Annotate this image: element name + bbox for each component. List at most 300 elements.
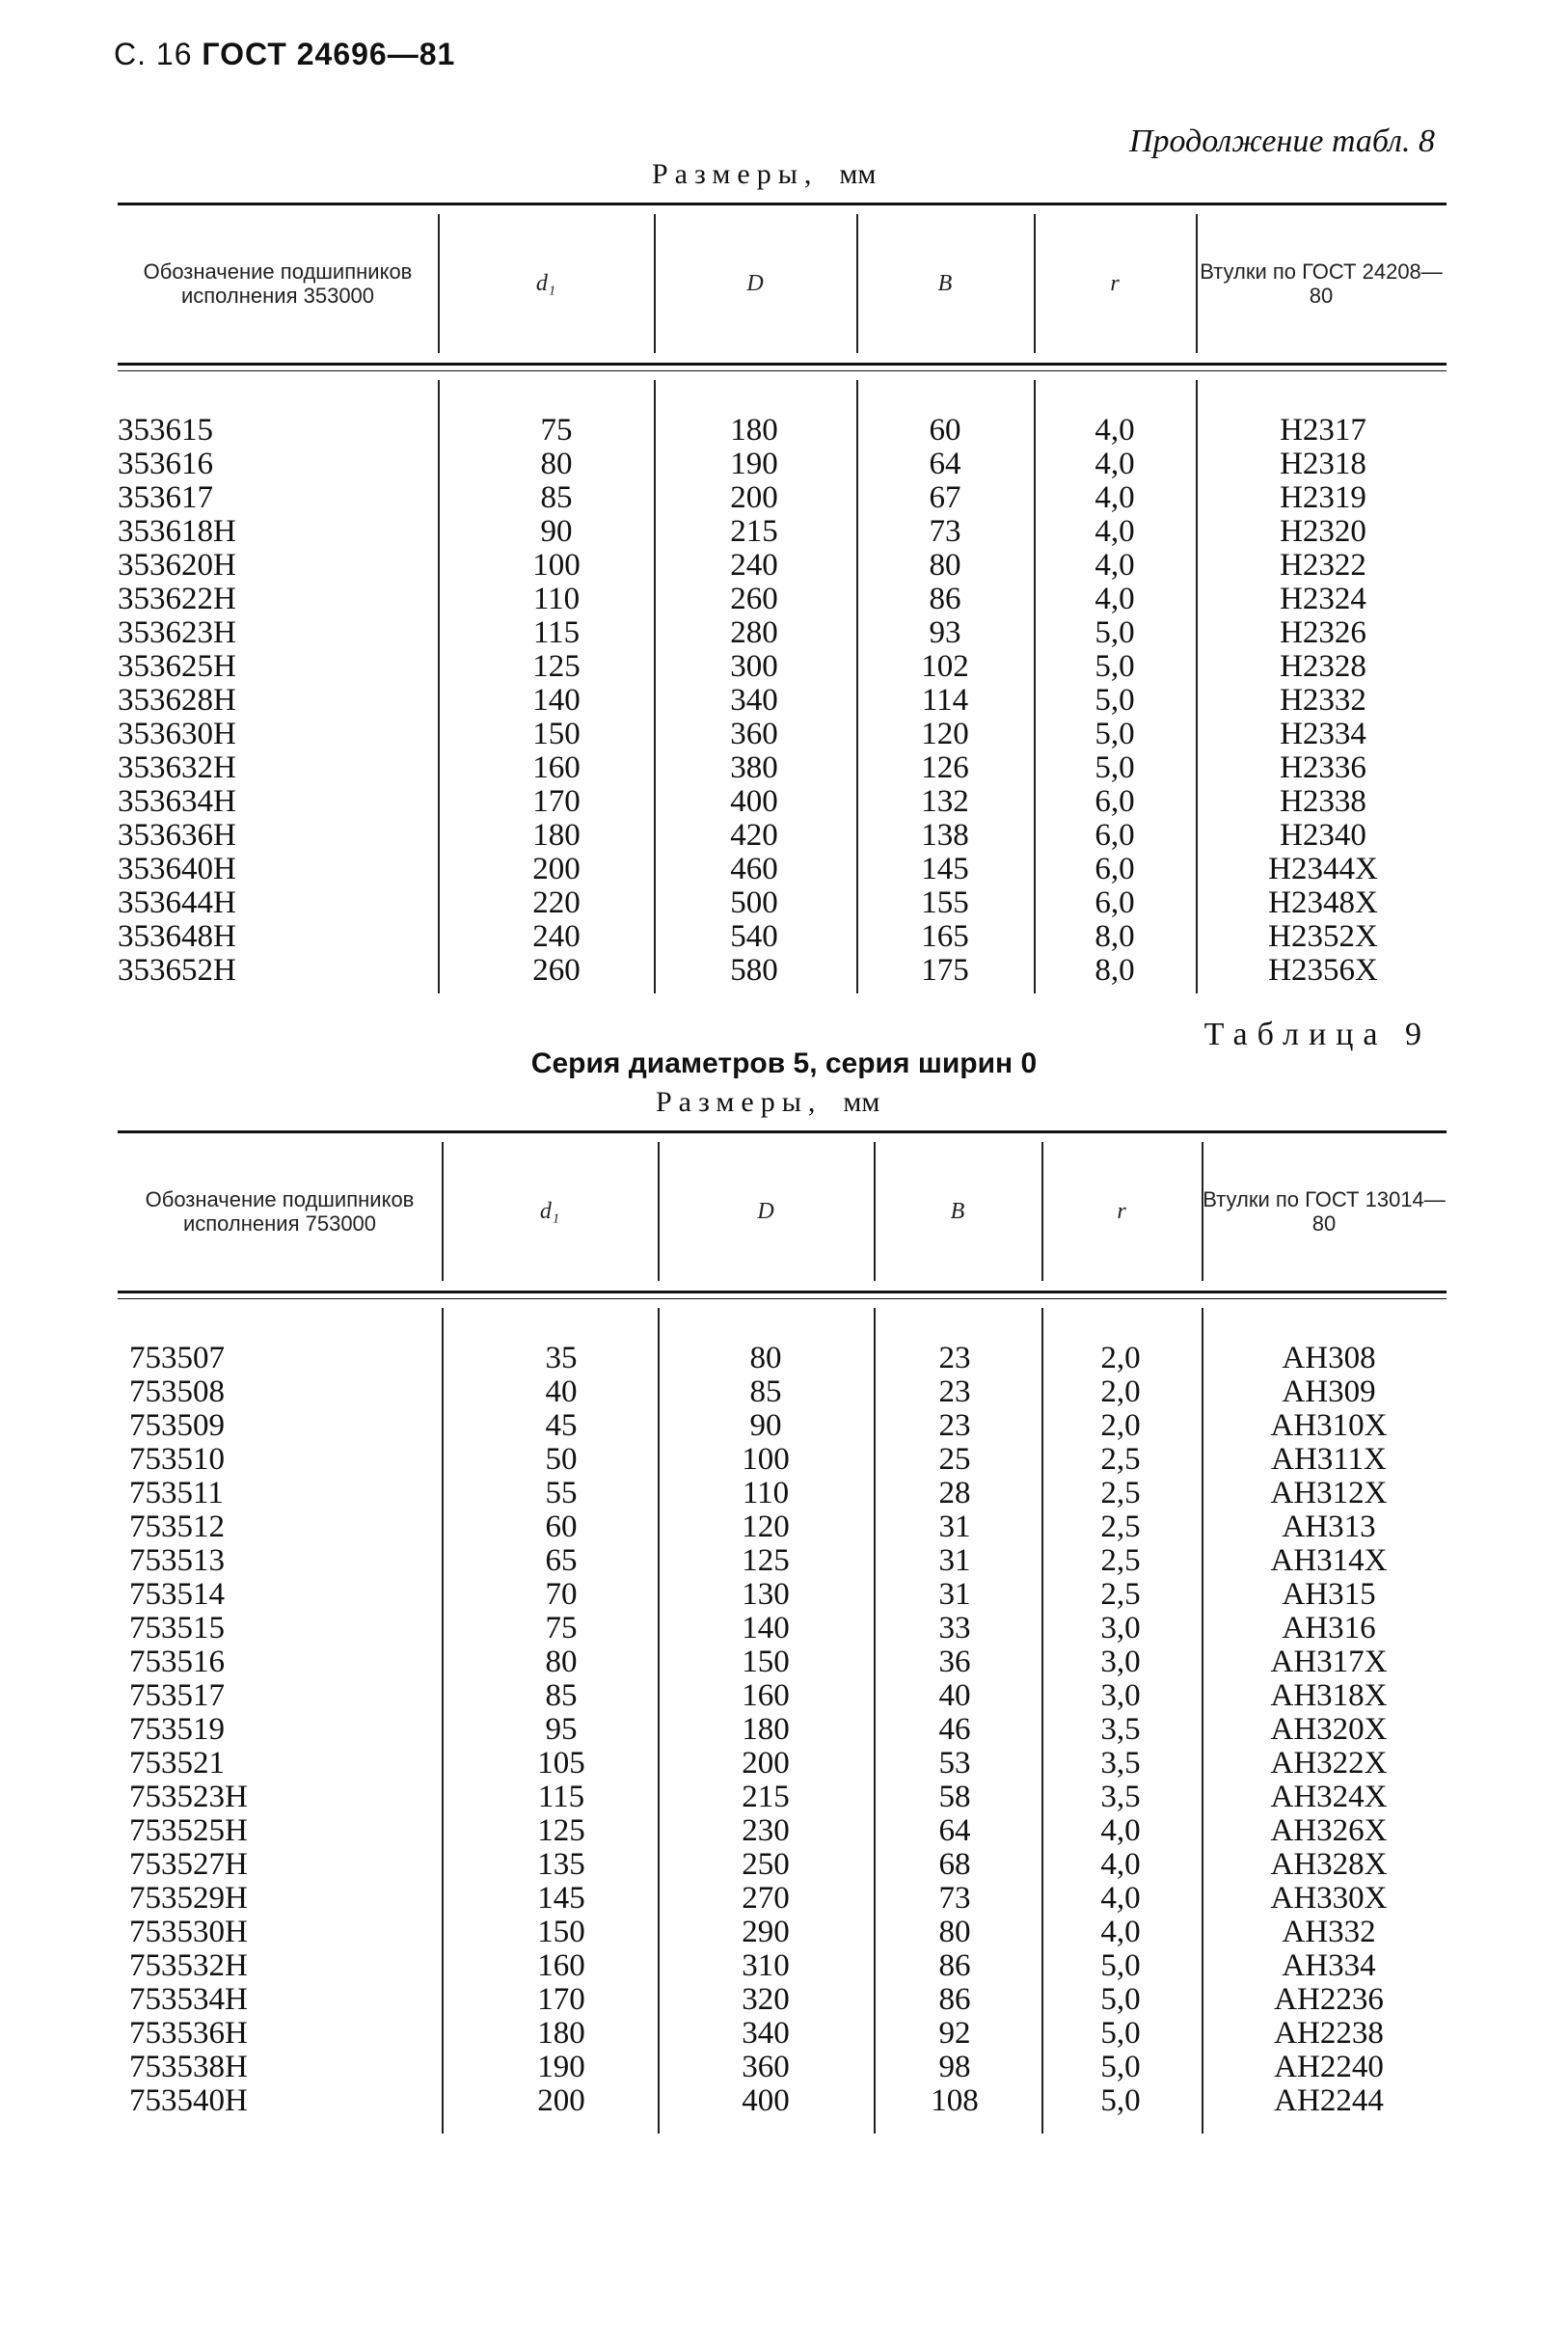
cell-r: 8,0 — [1095, 919, 1135, 954]
table-row — [118, 615, 1446, 649]
cell-designation: 753510 — [129, 1442, 225, 1477]
cell-r: 5,0 — [1095, 750, 1135, 785]
cell-D: 250 — [742, 1847, 790, 1882]
page-header — [114, 37, 455, 72]
header-sleeves: Втулки по ГОСТ 13014—80 — [1203, 1187, 1446, 1236]
sizes-unit: мм — [843, 1086, 880, 1118]
cell-sleeve: Н2340 — [1280, 818, 1366, 853]
table-row — [118, 1915, 1446, 1948]
header-r: r — [1117, 1198, 1126, 1224]
table-row — [118, 1678, 1446, 1712]
cell-r: 5,0 — [1100, 2083, 1141, 2118]
cell-designation: 753514 — [129, 1577, 225, 1612]
cell-D: 200 — [730, 480, 778, 515]
sizes-word: Размеры, — [656, 1086, 823, 1118]
cell-designation: 353616 — [118, 447, 213, 481]
cell-sleeve: Н2328 — [1280, 649, 1366, 684]
cell-designation: 753540Н — [129, 2083, 248, 2118]
cell-D: 240 — [730, 548, 778, 583]
cell-designation: 753534Н — [129, 1982, 248, 2017]
cell-d1: 75 — [540, 413, 573, 448]
cell-d1: 65 — [545, 1543, 578, 1578]
cell-designation: 753538Н — [129, 2050, 248, 2084]
cell-sleeve: АН313 — [1282, 1509, 1376, 1544]
cell-sleeve: Н2344Х — [1268, 852, 1378, 886]
continuation-note: Продолжение табл. 8 — [1128, 123, 1435, 159]
cell-r: 3,0 — [1100, 1678, 1141, 1713]
cell-designation: 753508 — [129, 1374, 225, 1409]
cell-B: 73 — [929, 514, 961, 549]
table-row — [118, 1712, 1446, 1746]
cell-r: 4,0 — [1095, 480, 1135, 515]
cell-d1: 150 — [532, 717, 581, 751]
cell-D: 130 — [742, 1577, 790, 1612]
table-row — [118, 548, 1446, 582]
cell-r: 4,0 — [1095, 514, 1135, 549]
cell-sleeve: Н2356Х — [1268, 953, 1378, 988]
cell-d1: 125 — [532, 649, 581, 684]
cell-r: 8,0 — [1095, 953, 1135, 988]
cell-designation: 353620Н — [118, 548, 236, 583]
table-row — [118, 717, 1446, 750]
cell-d1: 110 — [532, 582, 581, 616]
cell-B: 28 — [938, 1476, 971, 1510]
table-row — [118, 514, 1446, 548]
cell-D: 110 — [742, 1476, 790, 1510]
cell-designation: 753512 — [129, 1509, 225, 1544]
cell-sleeve: АН2244 — [1274, 2083, 1384, 2118]
table-row — [118, 1408, 1446, 1442]
table-row — [118, 1982, 1446, 2016]
cell-sleeve: АН2236 — [1274, 1982, 1384, 2017]
cell-sleeve: АН328Х — [1270, 1847, 1388, 1882]
sizes-word: Размеры, — [652, 158, 819, 190]
table-row — [118, 750, 1446, 784]
header-D: D — [746, 270, 764, 296]
header-designation: Обозначение подшипников исполнения 753000 — [145, 1187, 415, 1236]
cell-B: 23 — [938, 1341, 971, 1375]
cell-D: 260 — [730, 582, 778, 616]
cell-B: 175 — [921, 953, 969, 988]
cell-D: 580 — [730, 953, 778, 988]
cell-B: 53 — [938, 1746, 971, 1781]
table-row — [118, 1813, 1446, 1847]
cell-r: 4,0 — [1100, 1881, 1141, 1916]
cell-d1: 115 — [537, 1780, 585, 1814]
cell-designation: 753509 — [129, 1408, 225, 1443]
cell-designation: 753536Н — [129, 2016, 248, 2051]
cell-r: 4,0 — [1095, 582, 1135, 616]
table-row — [118, 1645, 1446, 1678]
cell-designation: 753516 — [129, 1645, 225, 1679]
table-top-rule — [118, 1130, 1446, 1133]
table-row — [118, 1442, 1446, 1476]
cell-D: 360 — [730, 717, 778, 751]
cell-B: 23 — [938, 1408, 971, 1443]
cell-D: 290 — [742, 1915, 790, 1949]
cell-D: 120 — [742, 1509, 790, 1544]
cell-d1: 125 — [537, 1813, 585, 1848]
cell-d1: 180 — [532, 818, 581, 853]
cell-D: 340 — [742, 2016, 790, 2051]
cell-sleeve: Н2338 — [1280, 784, 1366, 819]
cell-r: 6,0 — [1095, 885, 1135, 920]
cell-r: 3,5 — [1100, 1780, 1141, 1814]
cell-d1: 60 — [545, 1509, 578, 1544]
cell-sleeve: АН2238 — [1274, 2016, 1384, 2051]
cell-sleeve: АН308 — [1282, 1341, 1376, 1375]
cell-r: 2,5 — [1100, 1442, 1141, 1477]
cell-designation: 353632Н — [118, 750, 236, 785]
cell-D: 400 — [742, 2083, 790, 2118]
cell-B: 114 — [921, 683, 969, 718]
table-row — [118, 1341, 1446, 1374]
cell-sleeve: Н2332 — [1280, 683, 1366, 718]
cell-sleeve: АН324Х — [1270, 1780, 1388, 1814]
standard-number: ГОСТ 24696—81 — [202, 37, 456, 71]
cell-B: 36 — [938, 1645, 971, 1679]
cell-D: 280 — [730, 615, 778, 650]
cell-B: 92 — [938, 2016, 971, 2051]
cell-r: 6,0 — [1095, 784, 1135, 819]
table9-sizes-caption — [656, 1086, 879, 1119]
cell-r: 3,0 — [1100, 1645, 1141, 1679]
cell-designation: 753530Н — [129, 1915, 248, 1949]
cell-designation: 353623Н — [118, 615, 236, 650]
cell-designation: 353634Н — [118, 784, 236, 819]
cell-r: 2,0 — [1100, 1408, 1141, 1443]
cell-sleeve: Н2334 — [1280, 717, 1366, 751]
cell-designation: 353622Н — [118, 582, 236, 616]
cell-d1: 80 — [545, 1645, 578, 1679]
cell-d1: 190 — [537, 2050, 585, 2084]
table-row — [118, 1611, 1446, 1645]
cell-d1: 160 — [537, 1948, 585, 1983]
cell-D: 500 — [730, 885, 778, 920]
cell-D: 320 — [742, 1982, 790, 2017]
cell-r: 2,0 — [1100, 1341, 1141, 1375]
cell-r: 6,0 — [1095, 852, 1135, 886]
cell-r: 4,0 — [1100, 1847, 1141, 1882]
header-bottom-rule-2 — [118, 1298, 1446, 1299]
cell-B: 67 — [929, 480, 961, 515]
cell-designation: 353640Н — [118, 852, 236, 886]
cell-B: 108 — [931, 2083, 979, 2118]
table-row — [118, 953, 1446, 987]
cell-designation: 753525Н — [129, 1813, 248, 1848]
table-row — [118, 447, 1446, 480]
cell-sleeve: Н2348Х — [1268, 885, 1378, 920]
cell-designation: 753521 — [129, 1746, 225, 1781]
cell-r: 5,0 — [1095, 649, 1135, 684]
table9-series-title: Серия диаметров 5, серия ширин 0 — [530, 1047, 1038, 1079]
cell-sleeve: Н2352Х — [1268, 919, 1378, 954]
page-number: С. 16 — [114, 37, 193, 71]
cell-r: 5,0 — [1100, 1948, 1141, 1983]
cell-D: 140 — [742, 1611, 790, 1645]
cell-r: 5,0 — [1095, 683, 1135, 718]
table-row — [118, 649, 1446, 683]
cell-B: 80 — [938, 1915, 971, 1949]
cell-D: 310 — [742, 1948, 790, 1983]
cell-B: 98 — [938, 2050, 971, 2084]
cell-sleeve: Н2326 — [1280, 615, 1366, 650]
table-row — [118, 852, 1446, 885]
cell-designation: 753527Н — [129, 1847, 248, 1882]
cell-sleeve: Н2318 — [1280, 447, 1366, 481]
cell-designation: 353652Н — [118, 953, 236, 988]
table-row — [118, 1374, 1446, 1408]
cell-D: 215 — [730, 514, 778, 549]
table-row — [118, 1543, 1446, 1577]
cell-D: 400 — [730, 784, 778, 819]
cell-sleeve: АН311Х — [1271, 1442, 1387, 1477]
table-9 — [118, 1130, 1446, 2134]
cell-sleeve: АН315 — [1282, 1577, 1376, 1612]
cell-d1: 135 — [537, 1847, 585, 1882]
cell-sleeve: Н2317 — [1280, 413, 1366, 448]
table-row — [118, 413, 1446, 447]
cell-r: 3,5 — [1100, 1712, 1141, 1747]
cell-B: 126 — [921, 750, 969, 785]
table-row — [118, 582, 1446, 615]
sizes-unit: мм — [839, 158, 877, 190]
cell-sleeve: АН2240 — [1274, 2050, 1384, 2084]
cell-d1: 40 — [545, 1374, 578, 1409]
cell-r: 4,0 — [1095, 447, 1135, 481]
cell-B: 93 — [929, 615, 961, 650]
header-B: B — [937, 270, 953, 296]
header-bottom-rule — [118, 1291, 1446, 1293]
cell-d1: 105 — [537, 1746, 585, 1781]
cell-d1: 200 — [537, 2083, 585, 2118]
table-row — [118, 1881, 1446, 1915]
cell-r: 6,0 — [1095, 818, 1135, 853]
cell-B: 31 — [938, 1543, 971, 1578]
cell-sleeve: АН326Х — [1270, 1813, 1388, 1848]
cell-B: 86 — [929, 582, 961, 616]
cell-r: 5,0 — [1095, 717, 1135, 751]
table-row — [118, 919, 1446, 953]
cell-B: 155 — [921, 885, 969, 920]
cell-D: 180 — [730, 413, 778, 448]
cell-sleeve: АН334 — [1282, 1948, 1376, 1983]
cell-r: 4,0 — [1095, 413, 1135, 448]
cell-B: 60 — [929, 413, 961, 448]
cell-designation: 753532Н — [129, 1948, 248, 1983]
cell-B: 31 — [938, 1577, 971, 1612]
table-row — [118, 480, 1446, 514]
table-row — [118, 1746, 1446, 1780]
cell-B: 80 — [929, 548, 961, 583]
table9-label: Таблица 9 — [1203, 1017, 1431, 1052]
cell-d1: 145 — [537, 1881, 585, 1916]
cell-d1: 260 — [532, 953, 581, 988]
cell-d1: 85 — [540, 480, 573, 515]
cell-sleeve: АН322Х — [1270, 1746, 1388, 1781]
cell-designation: 753517 — [129, 1678, 225, 1713]
cell-D: 200 — [742, 1746, 790, 1781]
cell-r: 5,0 — [1100, 2050, 1141, 2084]
cell-B: 23 — [938, 1374, 971, 1409]
cell-d1: 180 — [537, 2016, 585, 2051]
header-B: B — [950, 1198, 965, 1224]
cell-d1: 100 — [532, 548, 581, 583]
table-row — [118, 1577, 1446, 1611]
cell-designation: 753515 — [129, 1611, 225, 1645]
cell-sleeve: АН330Х — [1270, 1881, 1388, 1916]
table-row — [118, 1780, 1446, 1813]
table-row — [118, 818, 1446, 852]
header-bottom-rule-2 — [118, 370, 1446, 371]
table-8 — [118, 203, 1446, 993]
cell-B: 40 — [938, 1678, 971, 1713]
cell-D: 125 — [742, 1543, 790, 1578]
cell-D: 160 — [742, 1678, 790, 1713]
header-d1: d₁ — [535, 270, 556, 296]
cell-r: 4,0 — [1100, 1915, 1141, 1949]
cell-designation: 353630Н — [118, 717, 236, 751]
header-D: D — [757, 1198, 774, 1224]
cell-B: 86 — [938, 1982, 971, 2017]
header-designation: Обозначение подшипников исполнения 353000 — [143, 259, 413, 308]
cell-r: 2,5 — [1100, 1543, 1141, 1578]
cell-designation: 753519 — [129, 1712, 225, 1747]
cell-d1: 35 — [545, 1341, 578, 1375]
cell-sleeve: Н2336 — [1280, 750, 1366, 785]
cell-sleeve: АН314Х — [1270, 1543, 1388, 1578]
cell-D: 340 — [730, 683, 778, 718]
cell-d1: 95 — [545, 1712, 578, 1747]
cell-designation: 753513 — [129, 1543, 225, 1578]
cell-D: 540 — [730, 919, 778, 954]
cell-r: 5,0 — [1100, 1982, 1141, 2017]
table-row — [118, 2050, 1446, 2083]
cell-d1: 45 — [545, 1408, 578, 1443]
cell-designation: 353648Н — [118, 919, 236, 954]
cell-D: 300 — [730, 649, 778, 684]
cell-designation: 753507 — [129, 1341, 225, 1375]
cell-B: 138 — [921, 818, 969, 853]
cell-B: 58 — [938, 1780, 971, 1814]
table-row — [118, 1948, 1446, 1982]
cell-d1: 200 — [532, 852, 581, 886]
header-bottom-rule — [118, 363, 1446, 366]
cell-D: 215 — [742, 1780, 790, 1814]
cell-designation: 353628Н — [118, 683, 236, 718]
cell-B: 64 — [938, 1813, 971, 1848]
cell-r: 5,0 — [1095, 615, 1135, 650]
cell-d1: 50 — [545, 1442, 578, 1477]
cell-d1: 115 — [532, 615, 581, 650]
cell-sleeve: АН310Х — [1270, 1408, 1388, 1443]
cell-B: 33 — [938, 1611, 971, 1645]
cell-r: 2,0 — [1100, 1374, 1141, 1409]
table-row — [118, 1847, 1446, 1881]
cell-designation: 753529Н — [129, 1881, 248, 1916]
cell-d1: 240 — [532, 919, 581, 954]
cell-D: 380 — [730, 750, 778, 785]
cell-D: 270 — [742, 1881, 790, 1916]
cell-d1: 75 — [545, 1611, 578, 1645]
cell-d1: 220 — [532, 885, 581, 920]
cell-d1: 85 — [545, 1678, 578, 1713]
cell-d1: 160 — [532, 750, 581, 785]
cell-D: 360 — [742, 2050, 790, 2084]
cell-r: 4,0 — [1095, 548, 1135, 583]
cell-designation: 753523Н — [129, 1780, 248, 1814]
header-sleeves: Втулки по ГОСТ 24208—80 — [1200, 259, 1443, 308]
table-8-body — [118, 413, 1446, 987]
cell-r: 5,0 — [1100, 2016, 1141, 2051]
cell-D: 190 — [730, 447, 778, 481]
cell-r: 2,5 — [1100, 1509, 1141, 1544]
cell-sleeve: АН312Х — [1270, 1476, 1388, 1510]
cell-B: 25 — [938, 1442, 971, 1477]
cell-r: 2,5 — [1100, 1476, 1141, 1510]
cell-designation: 353615 — [118, 413, 213, 448]
cell-designation: 353644Н — [118, 885, 236, 920]
cell-B: 64 — [929, 447, 961, 481]
cell-r: 3,0 — [1100, 1611, 1141, 1645]
cell-sleeve: АН320Х — [1270, 1712, 1388, 1747]
cell-sleeve: АН318Х — [1270, 1678, 1388, 1713]
table-row — [118, 784, 1446, 818]
cell-D: 90 — [749, 1408, 782, 1443]
cell-d1: 170 — [532, 784, 581, 819]
cell-D: 420 — [730, 818, 778, 853]
cell-B: 73 — [938, 1881, 971, 1916]
cell-designation: 353617 — [118, 480, 213, 515]
cell-sleeve: АН332 — [1282, 1915, 1376, 1949]
table-row — [118, 1509, 1446, 1543]
cell-sleeve: Н2320 — [1280, 514, 1366, 549]
cell-B: 132 — [921, 784, 969, 819]
cell-sleeve: АН316 — [1282, 1611, 1376, 1645]
cell-r: 3,5 — [1100, 1746, 1141, 1781]
cell-D: 85 — [749, 1374, 782, 1409]
cell-D: 80 — [749, 1341, 782, 1375]
header-r: r — [1110, 270, 1120, 296]
cell-B: 145 — [921, 852, 969, 886]
cell-sleeve: Н2324 — [1280, 582, 1366, 616]
table-row — [118, 683, 1446, 717]
table8-sizes-caption — [652, 158, 876, 191]
cell-designation: 353636Н — [118, 818, 236, 853]
cell-B: 165 — [921, 919, 969, 954]
cell-designation: 753511 — [129, 1476, 224, 1510]
cell-B: 102 — [921, 649, 969, 684]
table-9-body — [118, 1341, 1446, 2117]
cell-r: 4,0 — [1100, 1813, 1141, 1848]
table-row — [118, 2016, 1446, 2050]
cell-sleeve: АН317Х — [1270, 1645, 1388, 1679]
cell-d1: 55 — [545, 1476, 578, 1510]
table-row — [118, 2083, 1446, 2117]
cell-D: 180 — [742, 1712, 790, 1747]
table-row — [118, 885, 1446, 919]
table-top-rule — [118, 203, 1446, 205]
cell-designation: 353625Н — [118, 649, 236, 684]
cell-B: 86 — [938, 1948, 971, 1983]
cell-D: 230 — [742, 1813, 790, 1848]
cell-B: 46 — [938, 1712, 971, 1747]
cell-d1: 140 — [532, 683, 581, 718]
cell-B: 68 — [938, 1847, 971, 1882]
cell-sleeve: Н2319 — [1280, 480, 1366, 515]
cell-d1: 70 — [545, 1577, 578, 1612]
cell-d1: 150 — [537, 1915, 585, 1949]
